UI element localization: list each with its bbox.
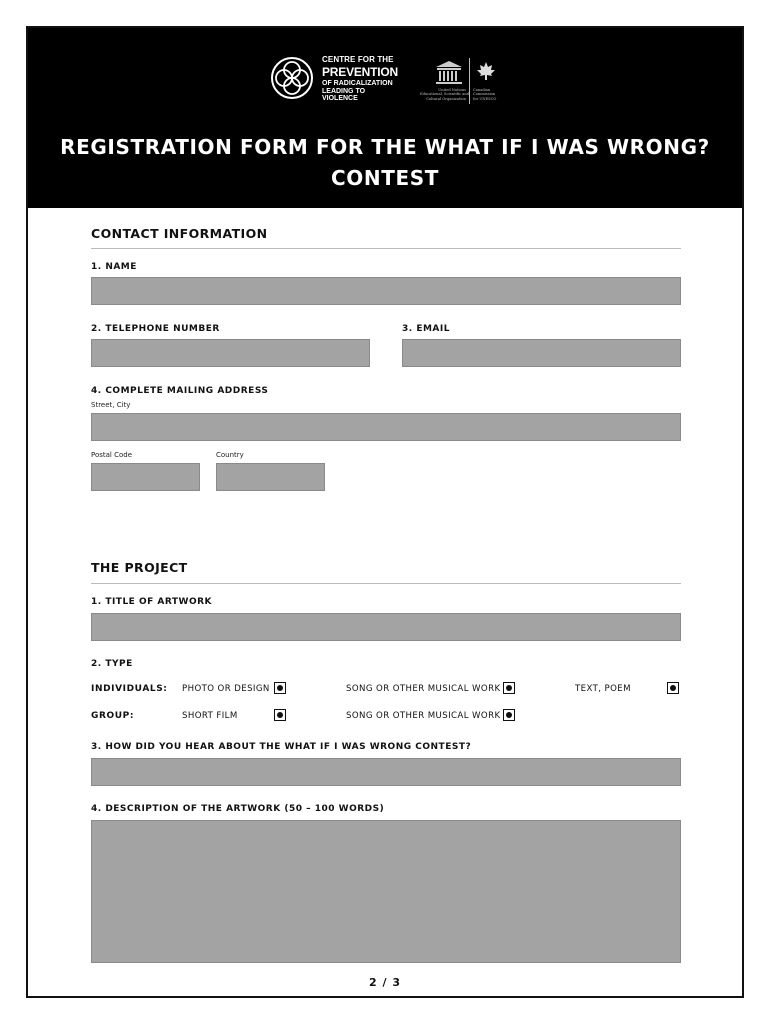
song-individual-radio[interactable] — [503, 682, 515, 694]
cpr-logo-line4: LEADING TO VIOLENCE — [322, 88, 366, 102]
unesco-divider — [469, 58, 470, 104]
unesco-text-right — [473, 88, 513, 101]
hear-about-label: 3. HOW DID YOU HEAR ABOUT THE WHAT IF I WAS WRONG CONTEST? — [91, 742, 472, 752]
form-title-line2: CONTEST — [331, 166, 439, 190]
unesco-right-line1: Canadian — [473, 88, 491, 92]
song-group-radio[interactable] — [503, 709, 515, 721]
song-individual-label: SONG OR OTHER MUSICAL WORK — [346, 684, 501, 694]
artwork-title-field[interactable] — [91, 613, 681, 641]
photo-design-label: PHOTO OR DESIGN — [182, 684, 270, 694]
unesco-left-line3: Cultural Organization — [426, 96, 466, 101]
telephone-field[interactable] — [91, 339, 370, 367]
contact-section-heading: CONTACT INFORMATION — [91, 226, 268, 241]
postal-code-label: Postal Code — [91, 451, 133, 459]
header-banner — [28, 28, 742, 208]
text-poem-label: TEXT, POEM — [575, 684, 631, 694]
hear-about-field[interactable] — [91, 758, 681, 786]
group-label: GROUP: — [91, 711, 135, 721]
unesco-temple-icon — [434, 60, 464, 86]
form-page — [26, 26, 744, 998]
unesco-logo — [420, 58, 510, 108]
cpr-logo-line1: CENTRE FOR THE — [322, 55, 394, 64]
artwork-title-label: 1. TITLE OF ARTWORK — [91, 597, 213, 607]
form-title-line1: REGISTRATION FORM FOR THE WHAT IF I WAS WRONG? — [60, 135, 710, 159]
name-label: 1. NAME — [91, 262, 137, 272]
name-field[interactable] — [91, 277, 681, 305]
unesco-right-line2: Commission — [473, 92, 496, 97]
description-field[interactable] — [91, 820, 681, 963]
postal-code-field[interactable] — [91, 463, 200, 491]
country-label: Country — [216, 451, 244, 459]
maple-leaf-icon — [476, 61, 496, 83]
page-number: 2 / 3 — [369, 976, 401, 989]
unesco-text-left — [420, 88, 470, 101]
email-label: 3. EMAIL — [402, 324, 450, 334]
unesco-right-line3: for UNESCO — [473, 96, 497, 101]
form-title — [28, 132, 742, 194]
country-field[interactable] — [216, 463, 325, 491]
cpr-logo-line2: PREVENTION — [322, 65, 399, 79]
description-label: 4. DESCRIPTION OF THE ARTWORK (50 – 100 WORDS) — [91, 804, 385, 814]
project-section-rule — [91, 583, 681, 584]
street-city-field[interactable] — [91, 413, 681, 441]
short-film-label: SHORT FILM — [182, 711, 238, 721]
contact-section-rule — [91, 248, 681, 249]
cpr-logo — [270, 52, 399, 104]
cpr-knot-icon — [270, 56, 314, 100]
short-film-radio[interactable] — [274, 709, 286, 721]
song-group-label: SONG OR OTHER MUSICAL WORK — [346, 711, 501, 721]
type-label: 2. TYPE — [91, 659, 133, 669]
street-city-label: Street, City — [91, 401, 131, 409]
text-poem-radio[interactable] — [667, 682, 679, 694]
cpr-logo-line3: OF RADICALIZATION — [322, 80, 393, 87]
cpr-logo-text — [322, 56, 398, 102]
photo-design-radio[interactable] — [274, 682, 286, 694]
telephone-label: 2. TELEPHONE NUMBER — [91, 324, 220, 334]
project-section-heading: THE PROJECT — [91, 560, 188, 575]
unesco-left-line1: United Nations — [438, 88, 466, 92]
mailing-address-label: 4. COMPLETE MAILING ADDRESS — [91, 386, 269, 396]
email-field[interactable] — [402, 339, 681, 367]
individuals-label: INDIVIDUALS: — [91, 684, 168, 694]
unesco-left-line2: Educational, Scientific and — [420, 92, 470, 97]
